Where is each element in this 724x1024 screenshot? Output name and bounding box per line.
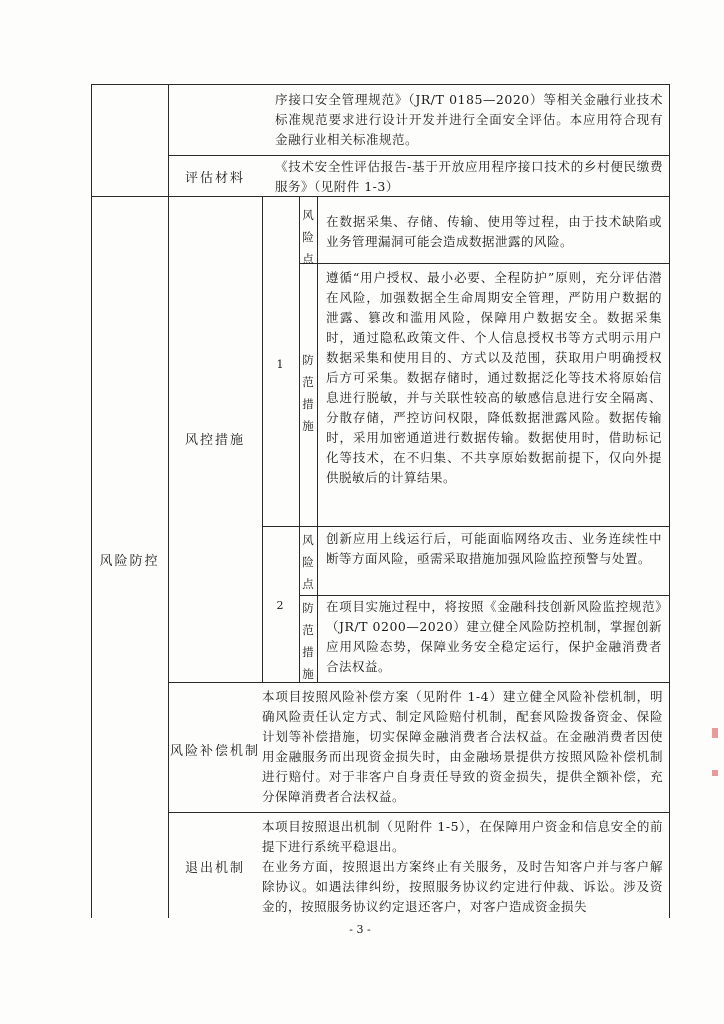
- risk-item-number: 2: [276, 599, 284, 612]
- edge-mark: [712, 770, 718, 776]
- risk-point-text: 创新应用上线运行后，可能面临网络攻击、业务连续性中断等方面风险，亟需采取措施加强风险监控预警与处置。: [326, 531, 662, 566]
- risk-table: [91, 84, 669, 918]
- table-right-border: [669, 84, 670, 918]
- risk-compensation-text: 本项目按照风险补偿方案（见附件 1-4）建立健全风险补偿机制，明确风险责任认定方式、制定风险赔付机制，配套风险拨备资金、保险计划等补偿措施，切实保障金融消费者合法权益。在金融消费者因使用金融服务而出现资金损失时，由金融场景提供方按照风险补偿机制进行赔付。对于非客户自身责任导致的资金损失，提供全额补偿，充分保障消费者合法权益。: [262, 689, 663, 804]
- exit-mechanism-text: 本项目按照退出机制（见附件 1-5），在保障用户资金和信息安全的前提下进行系统平稳退出。: [262, 819, 663, 854]
- risk-section-label: 风险防控: [99, 554, 160, 569]
- edge-mark: [712, 728, 718, 738]
- row-divider: [262, 526, 669, 527]
- col-divider: [168, 84, 169, 918]
- risk-point-text: 在数据采集、存储、传输、使用等过程，由于技术缺陷或业务管理漏洞可能会造成数据泄露的风险。: [326, 214, 662, 249]
- prevention-measures-text: 遵循“用户授权、最小必要、全程防护”原则，充分评估潜在风险，加强数据全生命周期安全管理，严防用户数据的泄露、篡改和滥用风险，保障用户数据安全。数据采集时，通过隐私政策文件、个人信息授权书等方式明示用户数据采集和使用目的、方式以及范围，获取用户明确授权后方可采集。数据存储时，通过数据泛化等技术将原始信息进行脱敏，并与关联性较高的敏感信息进行安全隔离、分散存储，严控访问权限，降低数据泄露风险。数据传输时，采用加密通道进行数据传输。数据使用时，借助标记化等技术，在不归集、不共享原始数据前提下，仅向外提供脱敏后的计算结果。: [326, 270, 662, 485]
- row-divider: [299, 263, 669, 264]
- col-divider: [299, 196, 300, 682]
- table-left-border: [91, 84, 92, 918]
- risk-point-label: 风险点: [302, 208, 314, 266]
- risk-measures-label: 风控措施: [184, 433, 245, 448]
- col-divider: [317, 196, 318, 682]
- exit-mechanism-label: 退出机制: [184, 861, 245, 876]
- row-divider: [299, 595, 669, 596]
- row-divider: [168, 682, 669, 683]
- standards-text: 序接口安全管理规范》（JR/T 0185—2020）等相关金融行业技术标准规范要求进行设计开发并进行全面安全评估。本应用符合现有金融行业相关标准规范。: [275, 92, 663, 147]
- eval-materials-label: 评估材料: [184, 171, 245, 186]
- exit-business-text: 在业务方面，按照退出方案终止有关服务，及时告知客户并与客户解除协议。如遇法律纠纷，按照服务协议约定进行仲裁、诉讼。涉及资金的，按照服务协议约定退还客户，对客户造成资金损失: [262, 859, 663, 914]
- prevention-measures-label: 防范措施: [302, 601, 314, 681]
- page-number: - 3 -: [349, 923, 371, 936]
- prevention-measures-label: 防范措施: [302, 353, 314, 433]
- eval-materials-text: 《技术安全性评估报告-基于开放应用程序接口技术的乡村便民缴费服务》（见附件 1-3）: [275, 159, 663, 194]
- risk-point-label: 风险点: [302, 533, 314, 591]
- prevention-measures-text: 在项目实施过程中，将按照《金融科技创新风险监控规范》（JR/T 0200—2020）建立健全风险防控机制，掌握创新应用风险态势，保障业务安全稳定运行，保护金融消费者合法权益。: [326, 599, 662, 674]
- col-divider: [262, 196, 263, 682]
- table-top-border: [91, 84, 669, 85]
- row-divider: [168, 812, 669, 813]
- row-divider: [168, 155, 669, 156]
- risk-item-number: 1: [276, 358, 284, 371]
- risk-compensation-label: 风险补偿机制: [169, 744, 260, 759]
